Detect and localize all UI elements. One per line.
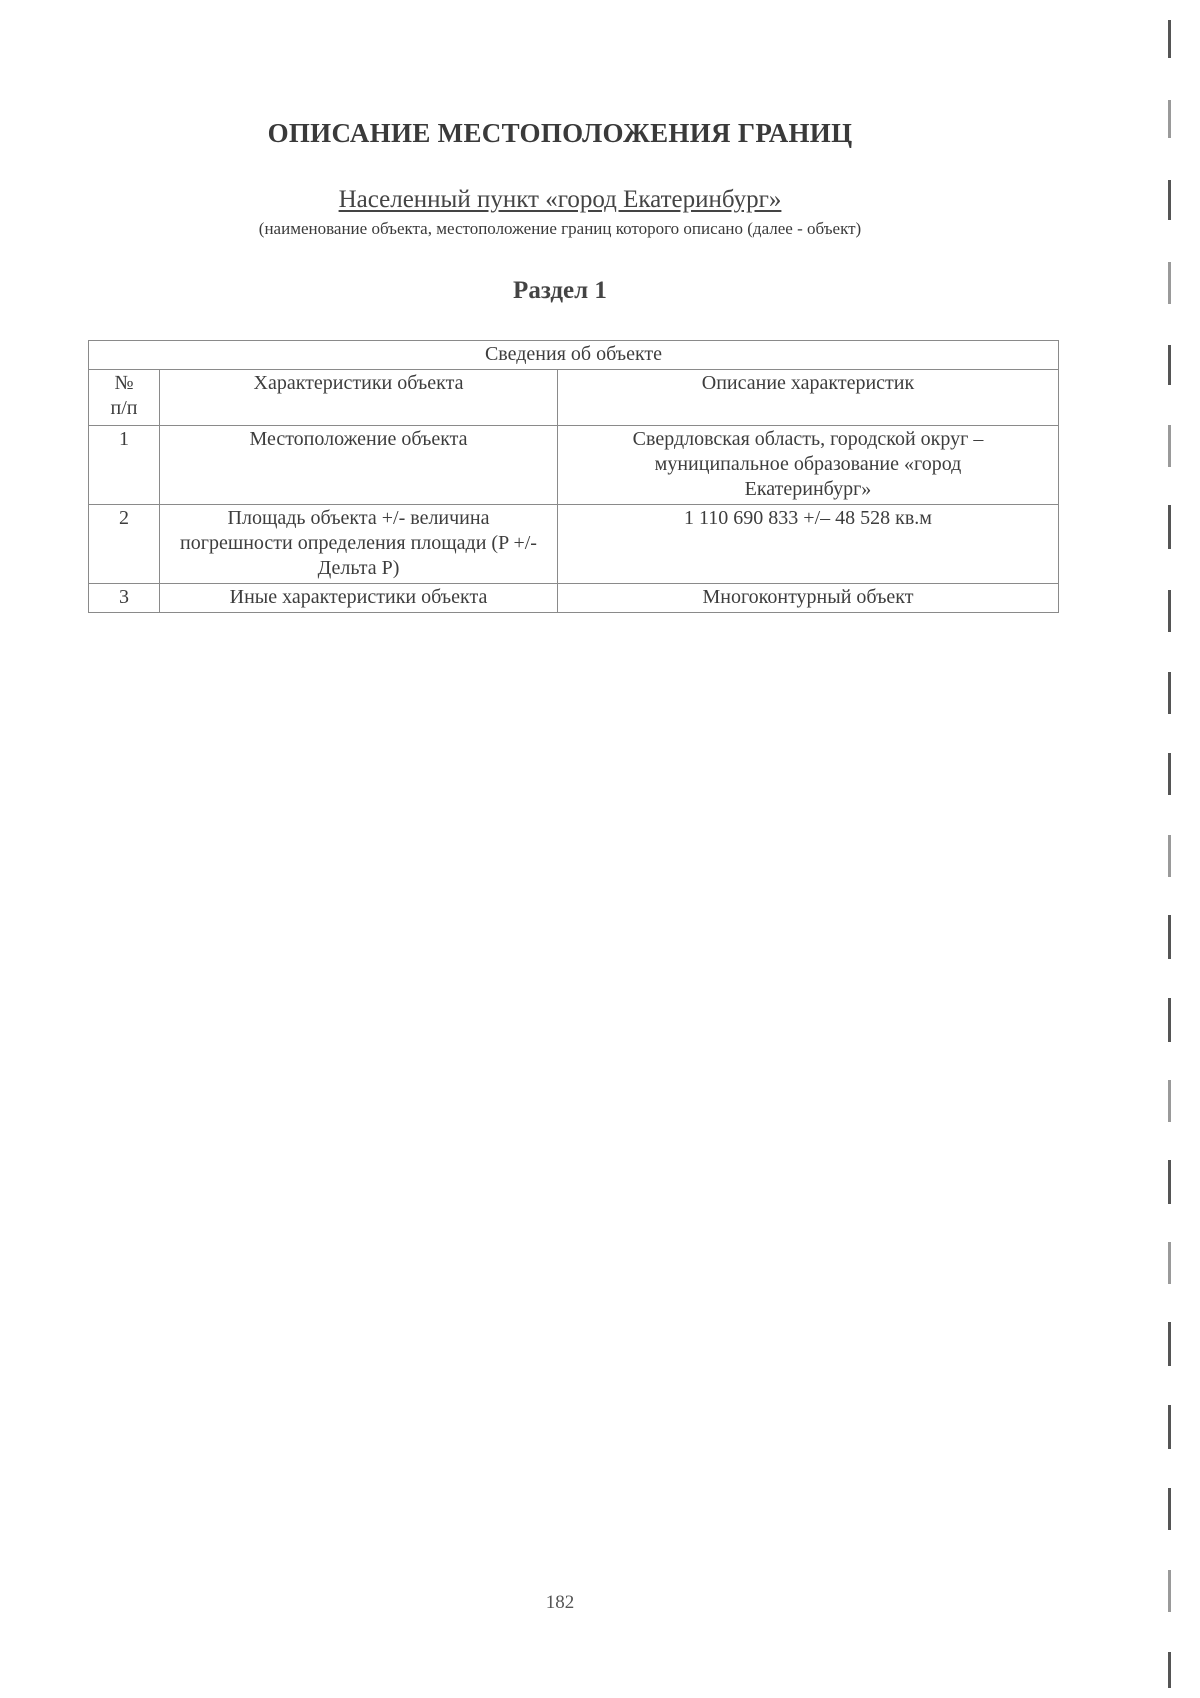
binding-hole-mark: [1168, 753, 1171, 795]
binding-hole-mark: [1168, 1570, 1171, 1612]
binding-hole-mark: [1168, 20, 1171, 58]
binding-hole-mark: [1168, 262, 1171, 304]
table-row: [89, 426, 1059, 505]
table-caption-row: [89, 341, 1059, 370]
row-1-number: 1: [89, 426, 160, 505]
row-2-description: 1 110 690 833 +/– 48 528 кв.м: [558, 505, 1059, 584]
table-caption: Сведения об объекте: [89, 341, 1059, 370]
row-1-characteristic: Местоположение объекта: [160, 426, 558, 505]
binding-hole-mark: [1168, 1080, 1171, 1122]
binding-hole-mark: [1168, 1488, 1171, 1530]
subject-name-line: [0, 186, 1120, 214]
binding-hole-mark: [1168, 835, 1171, 877]
binding-hole-mark: [1168, 180, 1171, 220]
table-header-row: [89, 370, 1059, 426]
page-number: 182: [545, 1592, 575, 1613]
row-3-description: Многоконтурный объект: [558, 584, 1059, 613]
header-number-text: № п/п: [110, 372, 138, 419]
binding-hole-mark: [1168, 590, 1171, 632]
document-title: ОПИСАНИЕ МЕСТОПОЛОЖЕНИЯ ГРАНИЦ: [267, 118, 853, 148]
subject-caption: (наименование объекта, местоположение границ которого описано (далее - объект): [258, 219, 862, 238]
row-3-characteristic: Иные характеристики объекта: [160, 584, 558, 613]
subject-name: Населенный пункт «город Екатеринбург»: [338, 186, 782, 213]
row-1-description: [558, 426, 1059, 505]
binding-hole-mark: [1168, 505, 1171, 549]
binding-hole-mark: [1168, 345, 1171, 385]
binding-hole-mark: [1168, 1242, 1171, 1284]
binding-hole-mark: [1168, 1160, 1171, 1204]
binding-hole-mark: [1168, 1652, 1171, 1688]
row-3-number: 3: [89, 584, 160, 613]
row-2-characteristic-text: Площадь объекта +/- величина погрешности определения площади (P +/- Дельта P): [180, 507, 537, 579]
binding-hole-mark: [1168, 1405, 1171, 1449]
binding-hole-mark: [1168, 672, 1171, 714]
table-row: [89, 505, 1059, 584]
binding-hole-mark: [1168, 915, 1171, 959]
binding-hole-mark: [1168, 1322, 1171, 1366]
row-2-characteristic: [160, 505, 558, 584]
object-info-table: [88, 340, 1059, 613]
row-2-number: 2: [89, 505, 160, 584]
header-description: Описание характеристик: [558, 370, 1059, 426]
binding-hole-mark: [1168, 425, 1171, 467]
binding-hole-mark: [1168, 100, 1171, 138]
row-1-description-text: Свердловская область, городской округ – муниципальное образование «город Екатеринбург»: [632, 428, 984, 500]
section-heading: Раздел 1: [513, 277, 607, 304]
table-row: [89, 584, 1059, 613]
header-characteristic: Характеристики объекта: [160, 370, 558, 426]
header-number: [89, 370, 160, 426]
binding-hole-mark: [1168, 998, 1171, 1042]
